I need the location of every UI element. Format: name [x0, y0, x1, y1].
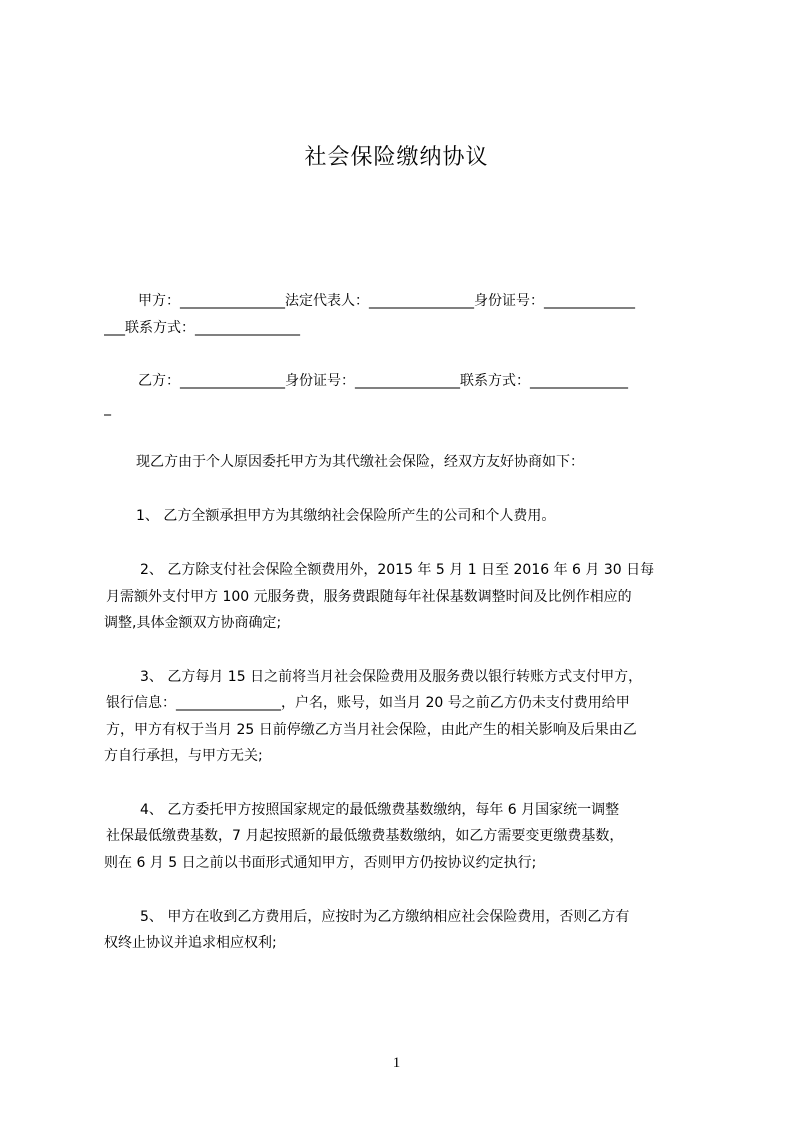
party-b-line-1: 乙方：_______________身份证号：_______________联系方式：______________ — [138, 373, 628, 389]
intro-paragraph: 现乙方由于个人原因委托甲方为其代缴社会保险，经双方友好协商如下： — [136, 454, 584, 470]
clause-4-line-2: 社保最低缴费基数，7 月起按照新的最低缴费基数缴纳，如乙方需要变更缴费基数， — [106, 828, 624, 844]
clause-2-line-2: 月需额外支付甲方 100 元服务费，服务费跟随每年社保基数调整时间及比例作相应的 — [106, 589, 632, 605]
document-title: 社会保险缴纳协议 — [304, 145, 489, 170]
party-b-line-2: _ — [104, 400, 111, 416]
party-a-line-2: ___联系方式：_______________ — [104, 320, 300, 336]
clause-4-line-3: 则在 6 月 5 日之前以书面形式通知甲方，否则甲方仍按协议约定执行; — [104, 855, 537, 871]
clause-4-line-1: 4、 乙方委托甲方按照国家规定的最低缴费基数缴纳，每年 6 月国家统一调整 — [140, 802, 620, 818]
clause-3-line-2: 银行信息：_______________，户名，账号，如当月 20 号之前乙方仍未支付费用给甲 — [106, 695, 630, 711]
clause-2-line-3: 调整,具体金额双方协商确定; — [104, 615, 282, 631]
clause-5-line-1: 5、 甲方在收到乙方费用后，应按时为乙方缴纳相应社会保险费用，否则乙方有 — [140, 909, 630, 925]
clause-2-line-1: 2、 乙方除支付社会保险全额费用外，2015 年 5 月 1 日至 2016 年 6 月 30 日每 — [140, 562, 655, 578]
clause-3-line-1: 3、 乙方每月 15 日之前将当月社会保险费用及服务费以银行转账方式支付甲方， — [140, 669, 643, 685]
party-a-line-1: 甲方：_______________法定代表人：_______________身份证号：_____________ — [138, 293, 635, 309]
clause-5-line-2: 权终止协议并追求相应权利; — [104, 935, 277, 951]
clause-1: 1、 乙方全额承担甲方为其缴纳社会保险所产生的公司和个人费用。 — [136, 508, 556, 524]
clause-3-line-3: 方，甲方有权于当月 25 日前停缴乙方当月社会保险，由此产生的相关影响及后果由乙 — [106, 722, 637, 738]
page-number: 1 — [392, 1055, 401, 1071]
clause-3-line-4: 方自行承担，与甲方无关; — [104, 748, 263, 764]
